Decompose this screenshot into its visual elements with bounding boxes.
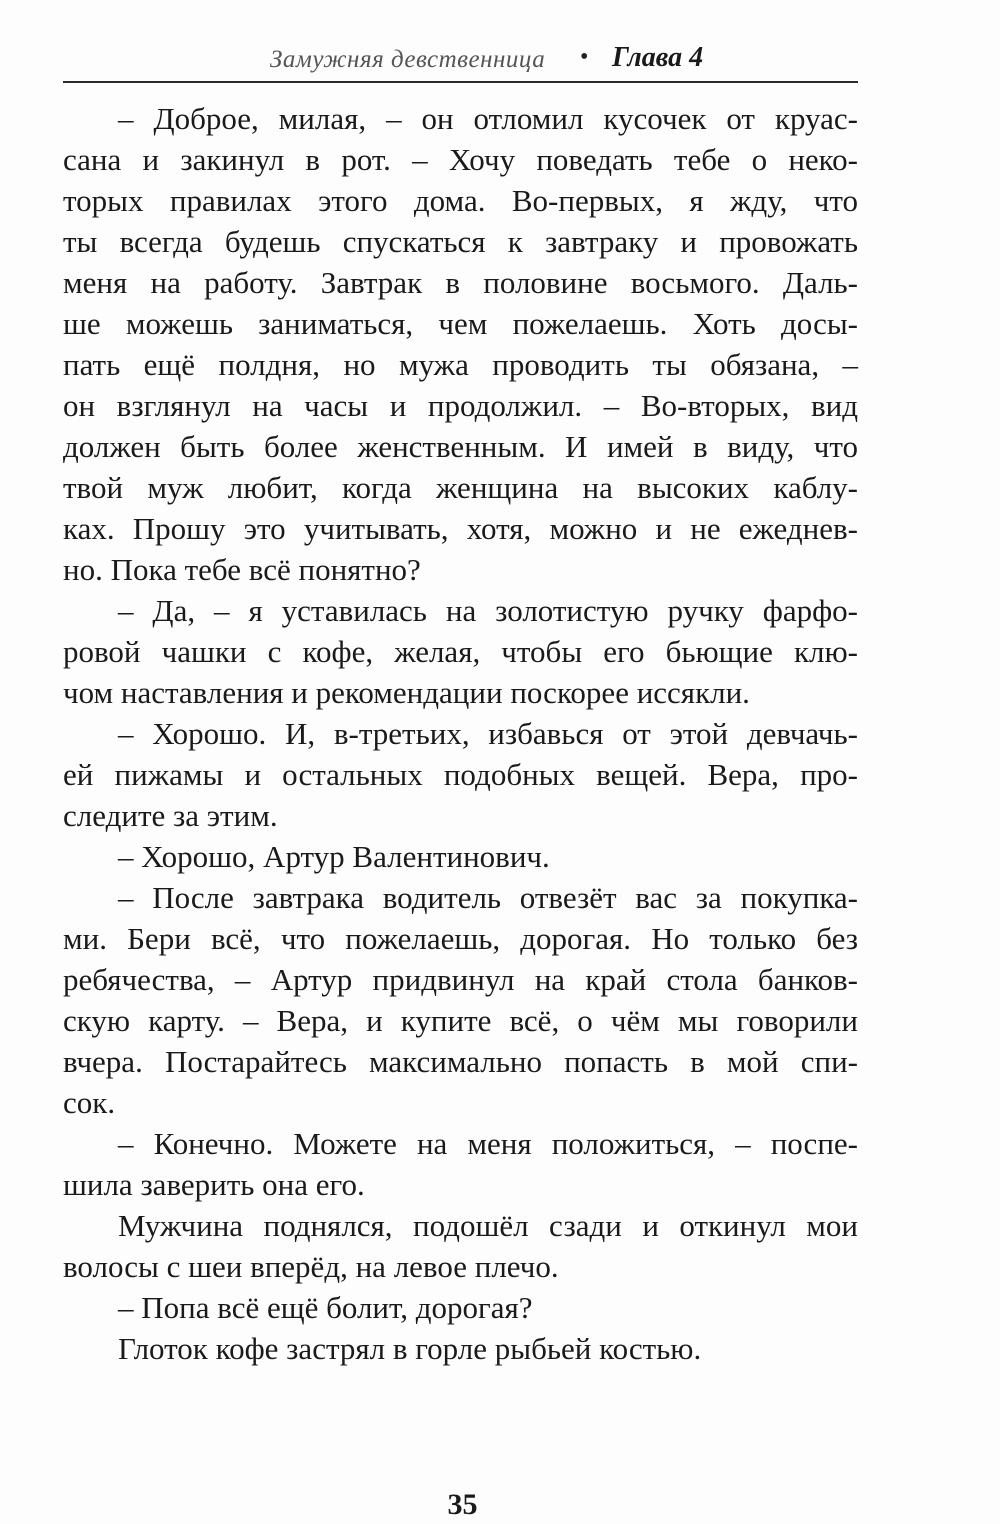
text-line: но. Пока тебе всё понятно? xyxy=(63,552,421,587)
text-line: должен быть более женственным. И имей в виду, что xyxy=(63,429,858,464)
text-line: – Конечно. Можете на меня положиться, – поспе- xyxy=(118,1126,858,1161)
text-line: – Доброе, милая, – он отломил кусочек от круас- xyxy=(118,101,858,136)
text-line: ей пижамы и остальных подобных вещей. Вера, про- xyxy=(63,757,858,792)
text-line: – После завтрака водитель отвезёт вас за покупка- xyxy=(118,880,858,915)
text-line: Мужчина поднялся, подошёл сзади и откинул мои xyxy=(118,1208,858,1243)
body-text xyxy=(63,98,858,1369)
text-line: вчера. Постарайтесь максимально попасть в мой спи- xyxy=(63,1044,858,1079)
text-line: пать ещё полдня, но мужа проводить ты обязана, – xyxy=(63,347,858,382)
chapter-title: Глава 4 xyxy=(612,42,704,73)
text-line: он взглянул на часы и продолжил. – Во-вторых, вид xyxy=(63,388,858,423)
text-line: – Попа всё ещё болит, дорогая? xyxy=(118,1290,533,1325)
book-title: Замужняя девственница xyxy=(270,46,546,73)
text-line: ты всегда будешь спускаться к завтраку и провожать xyxy=(63,224,858,259)
text-line: чом наставления и рекомендации поскорее иссякли. xyxy=(63,675,750,710)
text-line: сок. xyxy=(63,1085,116,1120)
header-rule xyxy=(63,81,858,83)
text-line: ках. Прошу это учитывать, хотя, можно и не ежеднев- xyxy=(63,511,858,546)
text-line: – Хорошо, Артур Валентинович. xyxy=(118,839,550,874)
text-line: ше можешь заниматься, чем пожелаешь. Хоть досы- xyxy=(63,306,858,341)
text-line: ми. Бери всё, что пожелаешь, дорогая. Но только без xyxy=(63,921,858,956)
text-line: ребячества, – Артур придвинул на край стола банков- xyxy=(63,962,858,997)
text-line: – Да, – я уставилась на золотистую ручку фарфо- xyxy=(118,593,858,628)
text-line: меня на работу. Завтрак в половине восьмого. Даль- xyxy=(63,265,858,300)
text-line: Глоток кофе застрял в горле рыбьей костью. xyxy=(118,1331,702,1366)
text-line: твой муж любит, когда женщина на высоких каблу- xyxy=(63,470,858,505)
running-header xyxy=(260,40,860,80)
text-line: скую карту. – Вера, и купите всё, о чём мы говорили xyxy=(63,1003,858,1038)
header-separator: • xyxy=(580,44,589,70)
text-line: волосы с шеи вперёд, на левое плечо. xyxy=(63,1249,559,1284)
text-line: следите за этим. xyxy=(63,798,278,833)
page-number: 35 xyxy=(447,1488,478,1521)
text-line: сана и закинул в рот. – Хочу поведать тебе о неко- xyxy=(63,142,858,177)
text-line: торых правилах этого дома. Во-первых, я жду, что xyxy=(63,183,858,218)
text-line: шила заверить она его. xyxy=(63,1167,365,1202)
text-line: – Хорошо. И, в-третьих, избавься от этой девчачь- xyxy=(118,716,858,751)
text-line: ровой чашки с кофе, желая, чтобы его бьющие клю- xyxy=(63,634,858,669)
